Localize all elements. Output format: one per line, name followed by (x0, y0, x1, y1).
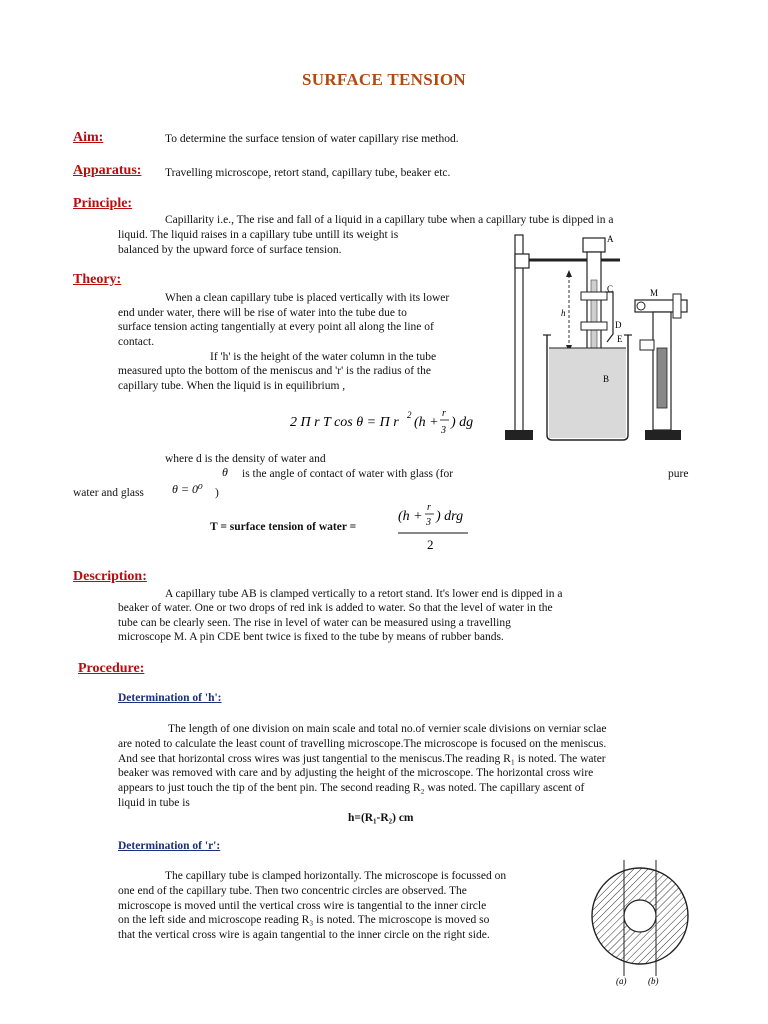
theory-line: contact. (118, 336, 155, 348)
theory-line: end under water, there will be rise of water into the tube due to (118, 307, 407, 319)
r-procedure-line: one end of the capillary tube. Then two concentric circles are observed. The (118, 885, 467, 897)
aim-text: To determine the surface tension of water capillary rise method. (165, 133, 459, 145)
description-heading: Description: (73, 569, 147, 584)
svg-text:r: r (427, 502, 431, 513)
svg-text:(h +: (h + (398, 509, 423, 524)
where-pure: pure (668, 468, 689, 480)
capillary-cross-section-figure (588, 858, 698, 988)
where-line-2: is the angle of contact of water with glass (for (242, 468, 454, 480)
svg-text:r: r (442, 408, 446, 419)
theory-line: capillary tube. When the liquid is in equilibrium , (118, 380, 346, 392)
theta-symbol: θ (222, 465, 228, 479)
t-formula-fraction (396, 500, 472, 552)
svg-text:) dg: ) dg (451, 415, 474, 430)
description-line: microscope M. A pin CDE bent twice is fixed to the tube by means of rubber bands. (118, 631, 504, 643)
aim-heading: Aim: (73, 130, 104, 145)
svg-text:2: 2 (407, 410, 412, 420)
label-e: E (617, 334, 623, 344)
r-procedure-line: The capillary tube is clamped horizontally. The microscope is focussed on (165, 870, 507, 882)
theory-line: measured upto the bottom of the meniscus and 'r' is the radius of the (118, 365, 431, 377)
t-formula-label: T = surface tension of water = (210, 521, 357, 533)
h-formula: h=(R₁-R₂) cm (348, 812, 414, 824)
h-procedure-line: The length of one division on main scale and total no.of vernier scale divisions on verniar sclae (168, 723, 607, 735)
svg-text:3: 3 (441, 425, 446, 436)
principle-line: balanced by the upward force of surface tension. (118, 244, 342, 256)
ring-label-a: (a) (616, 976, 627, 986)
principle-line: Capillarity i.e., The rise and fall of a liquid in a capillary tube when a capillary tube is dipped in a (165, 214, 614, 226)
r-procedure-line: on the left side and microscope reading R₃ is noted. The microscope is moved so (118, 914, 490, 926)
label-c: C (607, 284, 614, 294)
h-procedure-line: appears to just touch the tip of the bent pin. The second reading R₂ was noted. The capillary ascent of (118, 782, 585, 794)
where-line-3-close: ) (215, 487, 219, 499)
where-line-1: where d is the density of water and (165, 453, 326, 465)
svg-text:) drg: ) drg (436, 509, 464, 524)
principle-line: liquid. The liquid raises in a capillary tube untill its weight is (118, 229, 399, 241)
where-line-3: water and glass (73, 487, 144, 499)
principle-heading: Principle: (73, 196, 133, 211)
apparatus-heading: Apparatus: (73, 163, 142, 178)
theory-line: If 'h' is the height of the water column in the tube (210, 351, 437, 363)
h-procedure-line: And see that horizontal cross wires was just tangential to the meniscus.The reading R₁ is noted. The water (118, 753, 606, 765)
svg-text:(h +: (h + (414, 415, 439, 430)
apparatus-figure (495, 230, 695, 445)
label-m: M (650, 288, 659, 298)
svg-text:2: 2 (427, 537, 434, 552)
theory-line: When a clean capillary tube is placed vertically with its lower (165, 292, 450, 304)
r-determination-heading: Determination of 'r': (118, 840, 221, 852)
label-b: B (603, 374, 610, 384)
description-line: A capillary tube AB is clamped vertically to a retort stand. It's lower end is dipped in a (165, 588, 563, 600)
ring-label-b: (b) (648, 976, 659, 986)
h-determination-heading: Determination of 'h': (118, 692, 222, 704)
label-d: D (615, 320, 622, 330)
svg-text:2 Π r T cos θ = Π r: 2 Π r T cos θ = Π r (290, 415, 399, 430)
h-procedure-line: beaker was removed with care and by adjusting the height of the microscope. The horizontal cross wire (118, 767, 594, 779)
r-procedure-line: microscope is moved until the vertical cross wire is tangential to the inner circle (118, 900, 487, 912)
label-a: A (607, 234, 614, 244)
description-line: tube can be clearly seen. The rise in level of water can be measured using a travelling (118, 617, 511, 629)
theory-heading: Theory: (73, 272, 122, 287)
equilibrium-equation (290, 405, 490, 439)
h-procedure-line: are noted to calculate the least count of travelling microscope.The microscope is focused on the meniscus. (118, 738, 607, 750)
apparatus-text: Travelling microscope, retort stand, capillary tube, beaker etc. (165, 167, 451, 179)
svg-text:3: 3 (426, 517, 431, 528)
page-title: SURFACE TENSION (302, 70, 466, 89)
contact-angle-zero: θ = 0⁰ (172, 482, 203, 496)
procedure-heading: Procedure: (78, 661, 145, 676)
description-line: beaker of water. One or two drops of red ink is added to water. So that the level of water in the (118, 602, 553, 614)
theory-line: surface tension acting tangentially at every point all along the line of (118, 321, 434, 333)
label-h: h (561, 308, 566, 318)
h-procedure-line: liquid in tube is (118, 797, 190, 809)
r-procedure-line: that the vertical cross wire is again tangential to the inner circle on the right side. (118, 929, 490, 941)
